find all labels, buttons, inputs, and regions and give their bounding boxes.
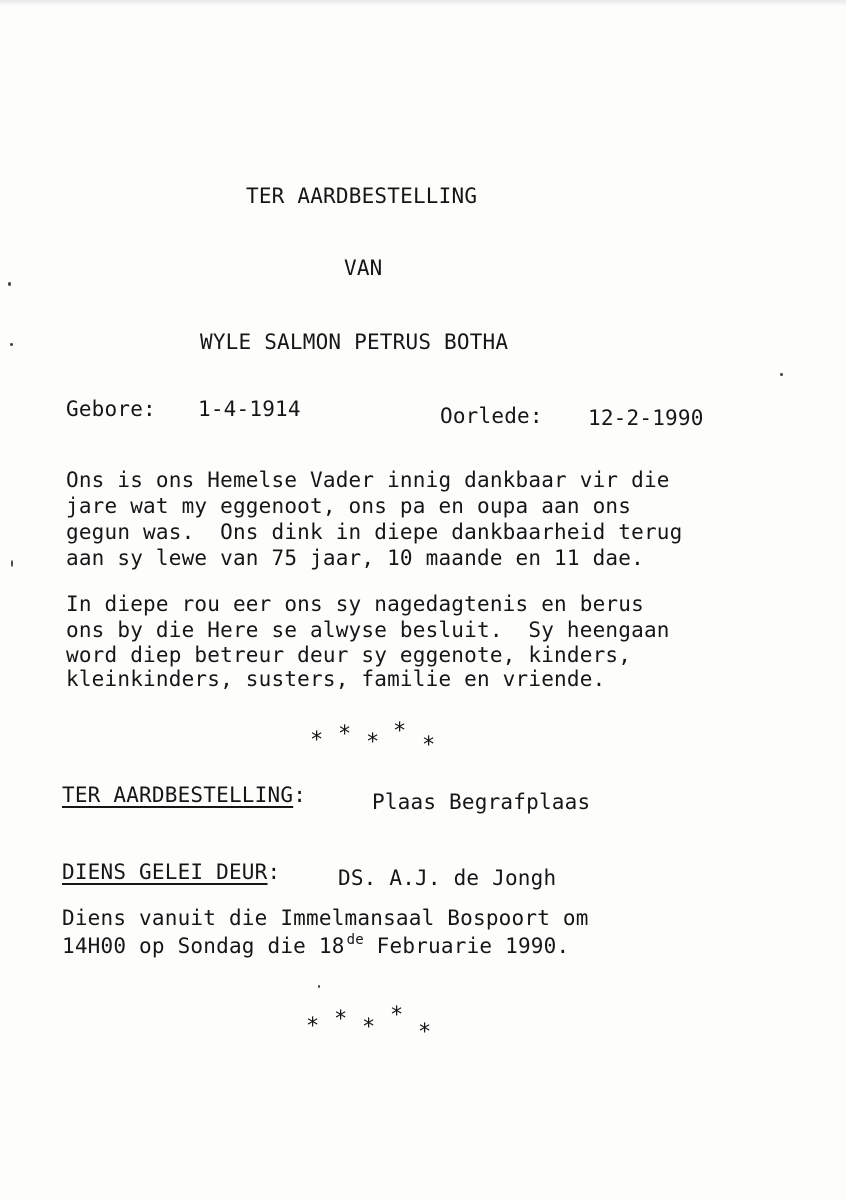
service-date-end: Februarie 1990. <box>363 934 570 958</box>
scan-speck <box>318 985 320 988</box>
star: * <box>310 728 324 753</box>
paragraph2-line: ons by die Here se alwyse besluit. Sy heengaan <box>66 618 670 642</box>
burial-label: TER AARDBESTELLING <box>62 783 294 807</box>
scan-speck <box>11 560 13 567</box>
service-date-suffix: de <box>346 932 364 948</box>
paragraph2-line: In diepe rou eer ons sy nagedagtenis en berus <box>66 592 644 616</box>
born-label: Gebore: <box>66 397 156 421</box>
service-line <box>62 932 569 958</box>
paragraph1-line: Ons is ons Hemelse Vader innig dankbaar vir die <box>66 468 670 492</box>
born-date: 1-4-1914 <box>198 397 301 421</box>
paragraph2-line: word diep betreur deur sy eggenote, kinders, <box>66 643 632 667</box>
star: * <box>393 719 407 744</box>
paragraph1-line: gegun was. Ons dink in diepe dankbaarheid terug <box>66 520 683 544</box>
paragraph1-line: jare wat my eggenoot, ons pa en oupa aan ons <box>66 494 632 518</box>
star: * <box>306 1014 320 1039</box>
scan-speck <box>8 282 11 286</box>
star: * <box>366 730 380 755</box>
died-date: 12-2-1990 <box>588 406 704 430</box>
service-line: Diens vanuit die Immelmansaal Bospoort om <box>62 906 589 930</box>
paragraph2-line: kleinkinders, susters, familie en vriende. <box>66 667 606 691</box>
star: * <box>418 1020 432 1045</box>
heading-van: VAN <box>344 256 383 280</box>
star: * <box>334 1007 348 1032</box>
scan-speck <box>10 343 13 346</box>
burial-row <box>62 783 306 807</box>
deceased-name: WYLE SALMON PETRUS BOTHA <box>200 330 509 354</box>
service-lead-minister: DS. A.J. de Jongh <box>338 866 557 890</box>
service-date-start: 14H00 op Sondag die 18 <box>62 934 345 958</box>
star: * <box>390 1003 404 1028</box>
scan-top-edge <box>0 0 846 6</box>
service-lead-colon: : <box>267 860 281 884</box>
burial-colon: : <box>293 783 307 807</box>
star: * <box>338 722 352 747</box>
service-lead-row <box>62 860 280 884</box>
burial-place: Plaas Begrafplaas <box>372 790 591 814</box>
scan-speck <box>780 373 783 376</box>
died-label: Oorlede: <box>440 404 543 428</box>
star: * <box>362 1015 376 1040</box>
service-lead-label: DIENS GELEI DEUR <box>62 860 268 884</box>
paragraph1-line: aan sy lewe van 75 jaar, 10 maande en 11 dae. <box>66 546 644 570</box>
star: * <box>422 733 436 758</box>
heading-title: TER AARDBESTELLING <box>246 184 478 208</box>
